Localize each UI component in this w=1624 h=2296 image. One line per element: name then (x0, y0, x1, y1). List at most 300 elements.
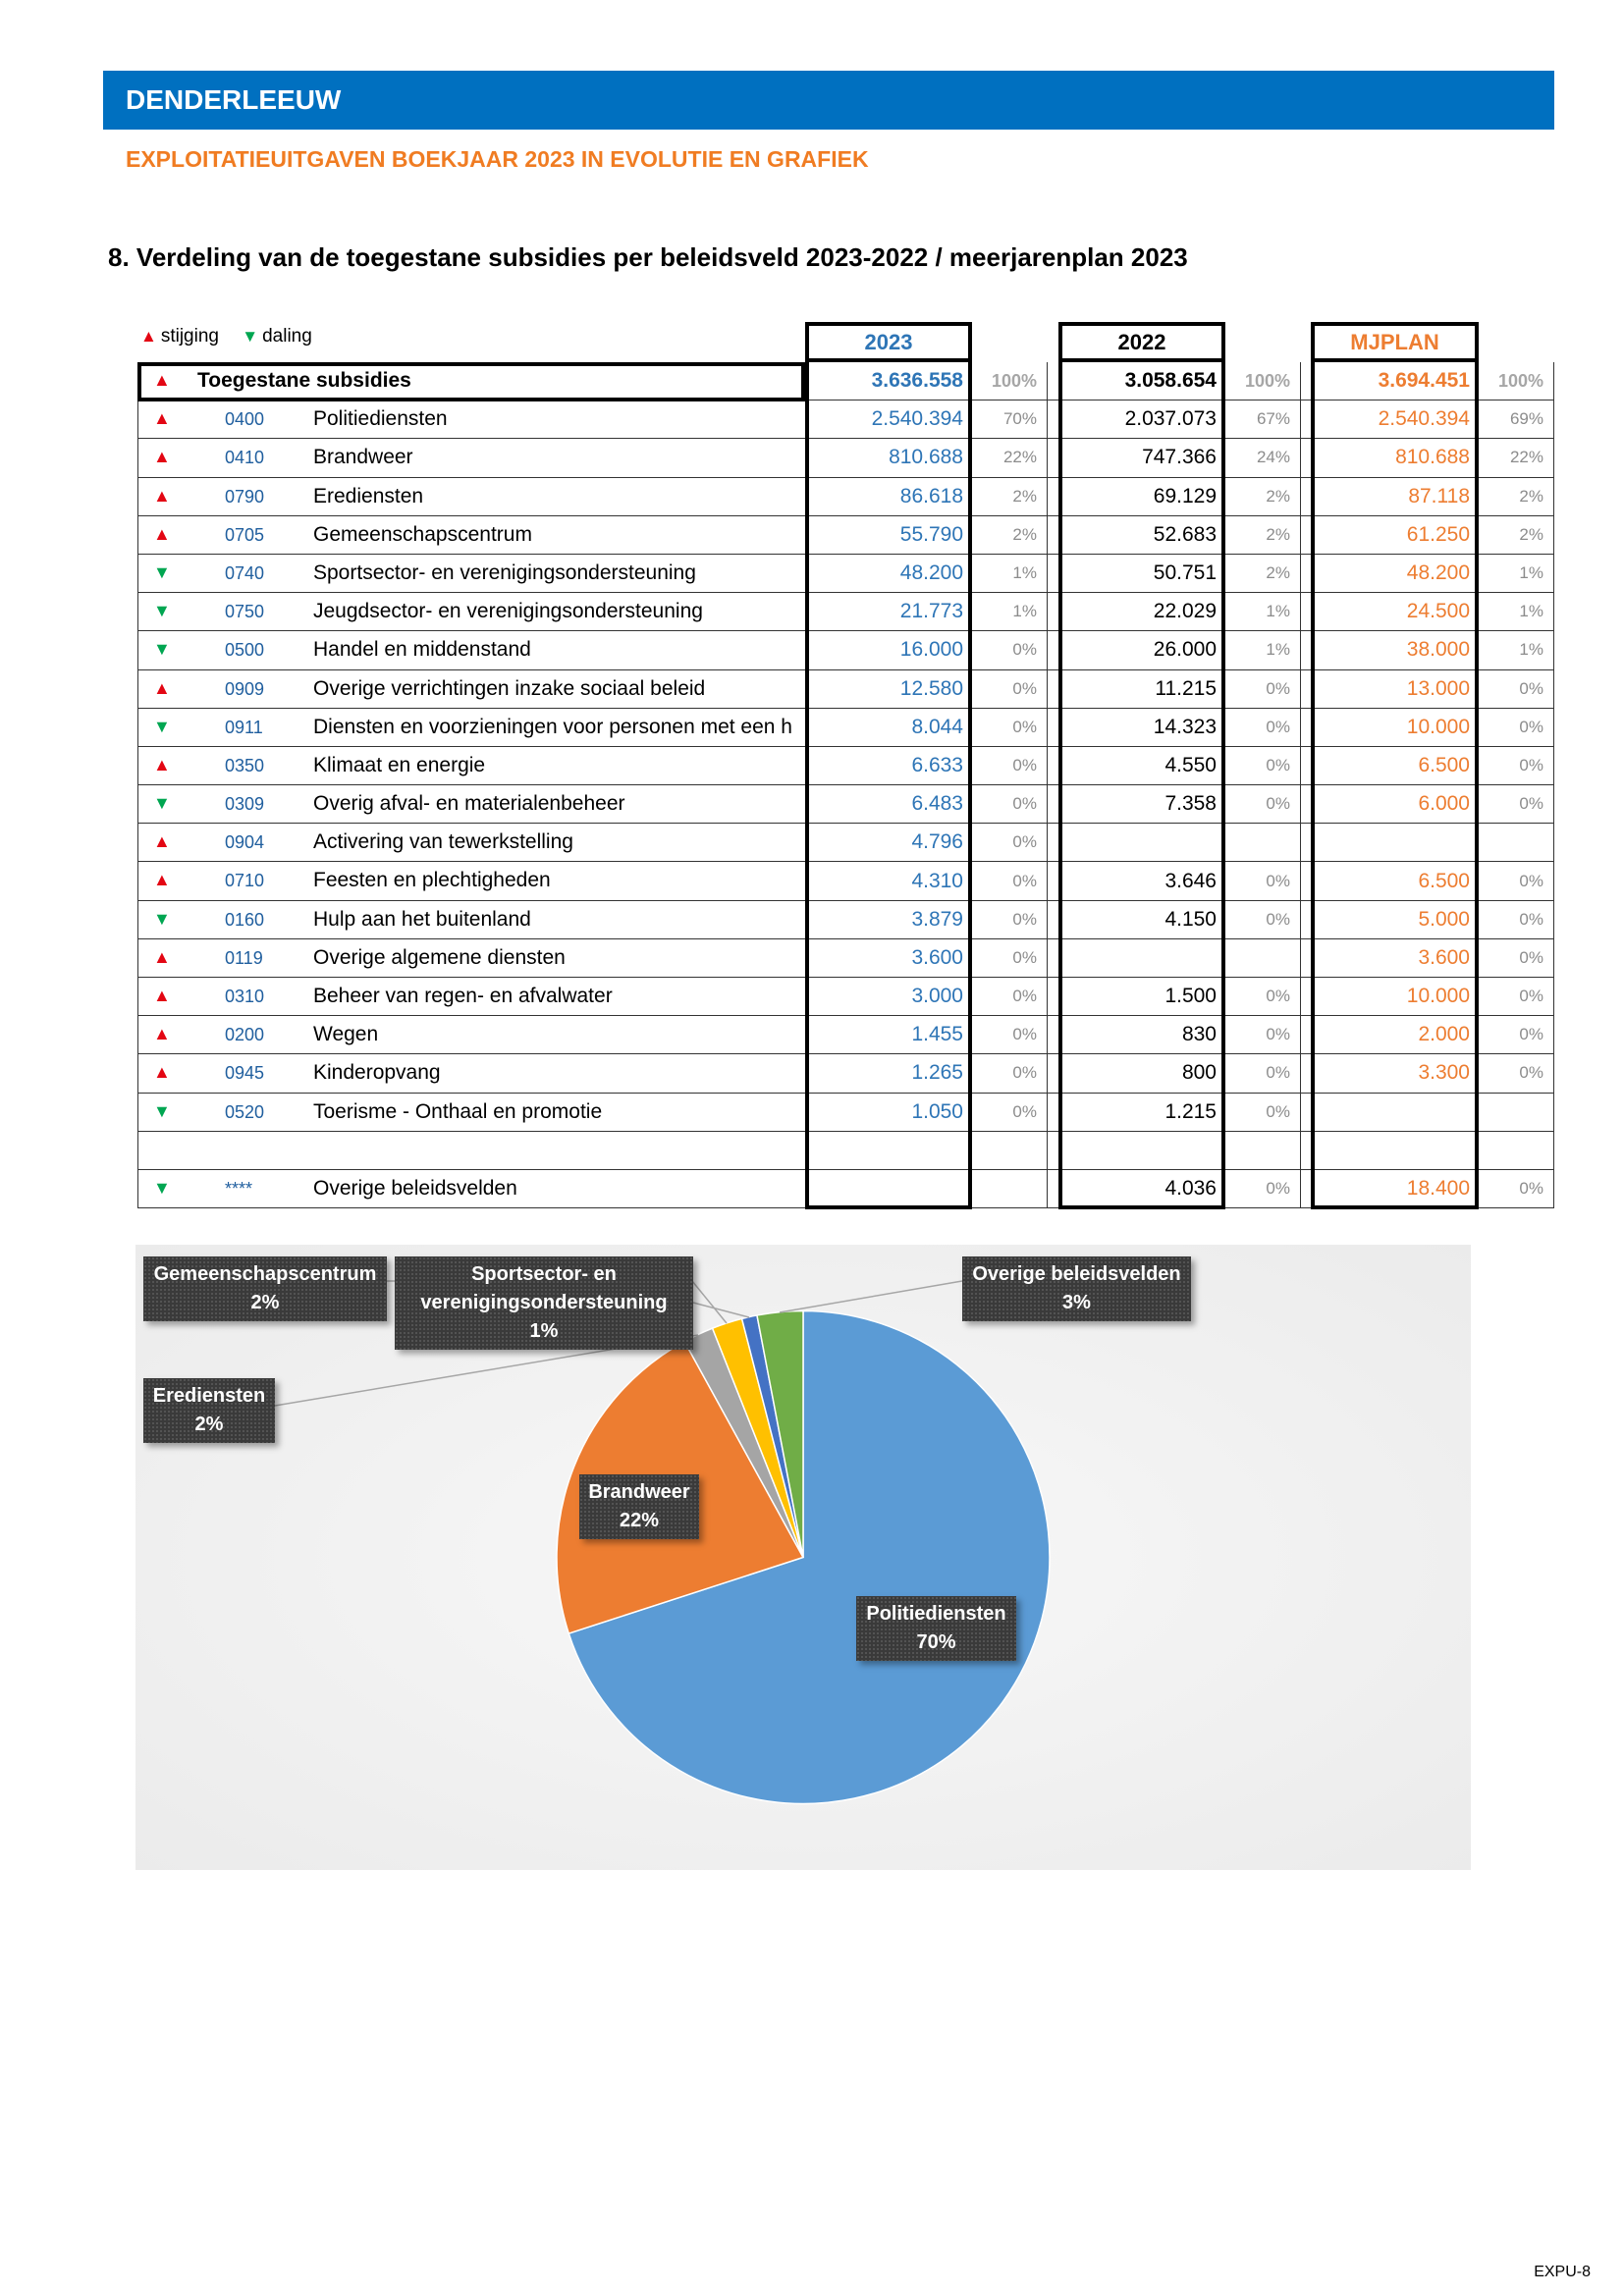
column-gap (1301, 1170, 1312, 1207)
share-2023: 70% (973, 400, 1048, 438)
share-2023: 0% (973, 862, 1048, 899)
amount-mjplan: 24.500 (1406, 600, 1470, 623)
triangle-up-icon: ▲ (153, 523, 171, 544)
column-header-mjplan: MJPLAN (1311, 322, 1479, 362)
triangle-down-icon: ▼ (153, 716, 171, 736)
amount-2022: 26.000 (1153, 638, 1217, 662)
table-row (138, 670, 1554, 709)
row-label-cell (138, 901, 806, 938)
amount-2023: 3.600 (911, 945, 963, 969)
column-gap (1301, 824, 1312, 861)
share-mjplan: 2% (1480, 516, 1554, 554)
amount-mjplan: 6.500 (1418, 869, 1470, 892)
amount-mjplan: 10.000 (1406, 715, 1470, 738)
budget-code: 0310 (225, 987, 265, 1006)
row-label-cell (138, 593, 806, 630)
share-2023: 0% (973, 709, 1048, 746)
column-gap (1048, 631, 1059, 668)
municipality-name: DENDERLEEUW (126, 84, 342, 115)
policy-field-name: Toerisme - Onthaal en promotie (313, 1099, 603, 1123)
policy-field-name: Overige beleidsvelden (313, 1176, 517, 1200)
amount-2022: 11.215 (1155, 676, 1217, 700)
data-label-value: 70% (916, 1631, 956, 1653)
table-row (138, 1132, 1554, 1170)
policy-field-name: Beheer van regen- en afvalwater (313, 985, 613, 1007)
share-mjplan (1480, 1094, 1554, 1131)
data-label-value: 2% (194, 1414, 224, 1435)
policy-field-name: Overige algemene diensten (313, 945, 566, 969)
amount-2023: 4.796 (911, 830, 963, 854)
amount-2023: 3.879 (911, 907, 963, 931)
row-label-cell (138, 1054, 806, 1092)
amount-2022: 52.683 (1153, 522, 1217, 546)
share-2023: 1% (973, 593, 1048, 630)
leader-line-sportsector (693, 1303, 749, 1317)
amount-mjplan: 2.540.394 (1378, 407, 1470, 431)
share-2022: 1% (1226, 631, 1301, 668)
column-gap (1048, 516, 1059, 554)
table-row (138, 862, 1554, 900)
budget-code: 0500 (225, 640, 265, 661)
share-mjplan: 1% (1480, 631, 1554, 668)
amount-2022: 3.058.654 (1124, 369, 1217, 393)
amount-2022: 830 (1181, 1023, 1217, 1046)
triangle-up-icon: ▲ (153, 986, 171, 1005)
share-2023: 0% (973, 785, 1048, 823)
column-gap (1301, 901, 1312, 938)
amount-mjplan: 38.000 (1406, 638, 1470, 662)
amount-2023: 6.633 (911, 753, 963, 776)
triangle-up-icon: ▲ (153, 447, 171, 467)
legend-decrease-label: daling (262, 326, 312, 347)
share-mjplan (1480, 1132, 1554, 1169)
share-2023 (973, 1170, 1048, 1207)
table-row (138, 555, 1554, 593)
column-gap (1301, 939, 1312, 977)
pie-chart-svg (135, 1245, 1471, 1870)
table-row (138, 1054, 1554, 1093)
share-2023: 0% (973, 978, 1048, 1015)
budget-code: 0705 (225, 524, 265, 545)
column-gap (1048, 862, 1059, 899)
column-gap (1048, 1054, 1059, 1092)
row-label-cell (138, 1170, 806, 1207)
table-row (138, 978, 1554, 1016)
column-gap (1301, 709, 1312, 746)
amount-2023: 1.455 (911, 1023, 963, 1046)
amount-mjplan: 2.000 (1418, 1023, 1470, 1046)
share-mjplan: 69% (1480, 400, 1554, 438)
triangle-down-icon: ▼ (153, 601, 171, 621)
amount-mjplan (1312, 1094, 1480, 1131)
share-mjplan: 0% (1480, 747, 1554, 784)
table-row (138, 824, 1554, 862)
triangle-up-icon: ▲ (153, 677, 171, 698)
column-gap (1301, 631, 1312, 668)
amount-2022: 3.646 (1164, 869, 1217, 892)
share-2023: 0% (973, 1054, 1048, 1092)
amount-mjplan: 3.300 (1418, 1061, 1470, 1085)
share-mjplan: 0% (1480, 1016, 1554, 1053)
column-gap (1301, 516, 1312, 554)
triangle-up-icon: ▲ (153, 1024, 171, 1044)
amount-2023: 1.050 (911, 1099, 963, 1123)
subsidies-table (137, 362, 1554, 1208)
column-gap (1301, 555, 1312, 592)
share-mjplan: 0% (1480, 862, 1554, 899)
column-gap (1048, 785, 1059, 823)
row-label-cell (138, 1094, 806, 1131)
budget-code: 0909 (225, 678, 265, 699)
leader-line-overige (780, 1281, 962, 1312)
amount-mjplan: 5.000 (1418, 907, 1470, 931)
data-label-value: 22% (619, 1510, 660, 1531)
column-gap (1048, 593, 1059, 630)
budget-code: 0200 (225, 1025, 265, 1045)
triangle-up-icon: ▲ (140, 327, 157, 346)
amount-2022: 4.036 (1164, 1177, 1217, 1201)
amount-2022 (1059, 1132, 1226, 1169)
amount-2022: 7.358 (1164, 792, 1217, 816)
amount-2023: 12.580 (899, 676, 963, 700)
data-label-value: 3% (1062, 1292, 1091, 1313)
share-2023: 0% (973, 901, 1048, 938)
policy-field-name: Klimaat en energie (313, 753, 486, 776)
total-row (138, 362, 1554, 400)
share-2022 (1226, 939, 1301, 977)
row-label-cell (138, 362, 806, 400)
share-2023: 0% (973, 670, 1048, 708)
policy-field-name: Wegen (313, 1023, 379, 1046)
table-row (138, 1094, 1554, 1132)
table-row (138, 400, 1554, 439)
header-bar (103, 71, 1554, 130)
amount-2023: 6.483 (911, 792, 963, 816)
budget-code: 0160 (225, 909, 265, 930)
amount-mjplan: 3.694.451 (1378, 369, 1470, 393)
column-gap (1301, 593, 1312, 630)
column-gap (1301, 1094, 1312, 1131)
policy-field-name: Brandweer (313, 446, 413, 469)
legend-increase-label: stijging (160, 326, 219, 347)
amount-mjplan (1312, 824, 1480, 861)
amount-2023: 810.688 (889, 446, 963, 469)
share-2022: 24% (1226, 439, 1301, 476)
share-2022: 0% (1226, 978, 1301, 1015)
share-2023: 1% (973, 555, 1048, 592)
policy-field-name: Overige verrichtingen inzake sociaal beleid (313, 676, 706, 700)
column-gap (1301, 862, 1312, 899)
triangle-down-icon: ▼ (153, 561, 171, 582)
share-2023: 0% (973, 747, 1048, 784)
amount-2023: 3.000 (911, 985, 963, 1008)
share-2022: 0% (1226, 785, 1301, 823)
triangle-up-icon: ▲ (153, 370, 171, 390)
data-label-name: Overige beleidsvelden (972, 1263, 1181, 1285)
amount-mjplan: 810.688 (1395, 446, 1470, 469)
amount-mjplan: 48.200 (1406, 561, 1470, 585)
amount-mjplan: 6.500 (1418, 753, 1470, 776)
column-gap (1301, 439, 1312, 476)
amount-2023: 8.044 (911, 715, 963, 738)
table-row (138, 1016, 1554, 1054)
column-gap (1048, 1016, 1059, 1053)
data-label-gemeenschapscentrum (143, 1256, 387, 1321)
column-gap (1301, 747, 1312, 784)
amount-mjplan: 10.000 (1406, 985, 1470, 1008)
row-label-cell (138, 631, 806, 668)
table-row (138, 785, 1554, 824)
share-mjplan: 0% (1480, 785, 1554, 823)
column-header-2022: 2022 (1058, 322, 1225, 362)
amount-2022: 1.500 (1164, 985, 1217, 1008)
amount-mjplan: 18.400 (1406, 1177, 1470, 1201)
row-label-cell (138, 978, 806, 1015)
share-2023: 2% (973, 478, 1048, 515)
section-title: 8. Verdeling van de toegestane subsidies per beleidsveld 2023-2022 / meerjarenplan 2023 (108, 242, 1188, 272)
data-label-erediensten (143, 1378, 275, 1443)
column-gap (1048, 901, 1059, 938)
budget-code: 0309 (225, 794, 265, 815)
table-row (138, 631, 1554, 669)
data-label-name: Politiediensten (866, 1603, 1006, 1625)
column-gap (1048, 555, 1059, 592)
policy-field-name: Feesten en plechtigheden (313, 869, 551, 892)
column-gap (1048, 478, 1059, 515)
column-gap (1048, 670, 1059, 708)
table-row (138, 478, 1554, 516)
amount-mjplan (1312, 1132, 1480, 1169)
row-label-cell (138, 862, 806, 899)
budget-code: 0750 (225, 602, 265, 622)
column-gap (1301, 1016, 1312, 1053)
amount-2023 (806, 1132, 973, 1169)
share-mjplan: 0% (1480, 670, 1554, 708)
amount-2022: 800 (1181, 1061, 1217, 1085)
budget-code: 0790 (225, 486, 265, 507)
row-label-cell (138, 939, 806, 977)
budget-code: 0400 (225, 409, 265, 430)
amount-mjplan: 87.118 (1408, 484, 1470, 507)
triangle-up-icon: ▲ (153, 946, 171, 967)
budget-code: 0945 (225, 1063, 265, 1084)
share-2022: 2% (1226, 478, 1301, 515)
policy-field-name: Kinderopvang (313, 1061, 441, 1085)
share-mjplan: 0% (1480, 978, 1554, 1015)
triangle-down-icon: ▼ (153, 1177, 171, 1198)
amount-2022: 69.129 (1153, 484, 1217, 507)
budget-code: 0740 (225, 562, 265, 583)
amount-2023: 3.636.558 (871, 369, 963, 393)
amount-2022 (1059, 824, 1226, 861)
table-row (138, 709, 1554, 747)
triangle-down-icon: ▼ (153, 1100, 171, 1121)
share-mjplan: 0% (1480, 1170, 1554, 1207)
policy-field-name: Jeugdsector- en verenigingsondersteuning (313, 600, 703, 623)
share-2022: 1% (1226, 593, 1301, 630)
amount-2022: 4.550 (1164, 753, 1217, 776)
share-2023 (973, 1132, 1048, 1169)
row-label-cell (138, 785, 806, 823)
amount-2022: 4.150 (1164, 907, 1217, 931)
row-label-cell (138, 709, 806, 746)
share-2022: 0% (1226, 1094, 1301, 1131)
amount-2022: 14.323 (1153, 715, 1217, 738)
table-row (138, 901, 1554, 939)
column-gap (1301, 362, 1312, 400)
amount-2023: 4.310 (911, 869, 963, 892)
table-row (138, 593, 1554, 631)
data-label-name: Sportsector- en verenigingsondersteuning (420, 1263, 668, 1313)
budget-code: 0119 (225, 947, 263, 968)
share-2022: 0% (1226, 1054, 1301, 1092)
triangle-down-icon: ▼ (153, 793, 171, 814)
share-2023: 0% (973, 824, 1048, 861)
policy-field-name: Gemeenschapscentrum (313, 522, 532, 546)
share-2023: 0% (973, 1094, 1048, 1131)
amount-mjplan: 6.000 (1418, 792, 1470, 816)
row-label-cell (138, 516, 806, 554)
policy-field-name: Politiediensten (313, 407, 448, 431)
amount-2022: 2.037.073 (1124, 407, 1217, 431)
data-label-sportsector (395, 1256, 693, 1350)
column-gap (1048, 400, 1059, 438)
data-label-value: 1% (529, 1320, 559, 1342)
share-2023: 2% (973, 516, 1048, 554)
amount-2023 (806, 1170, 973, 1207)
data-label-brandweer (579, 1474, 699, 1539)
triangle-up-icon: ▲ (153, 485, 171, 506)
table-row (138, 439, 1554, 477)
page-number: EXPU-8 (1534, 2264, 1591, 2280)
row-label-cell (138, 824, 806, 861)
trend-legend (140, 325, 312, 348)
amount-2022: 22.029 (1153, 600, 1217, 623)
triangle-up-icon: ▲ (153, 408, 171, 429)
data-label-politiediensten (856, 1596, 1016, 1661)
row-label-cell (138, 670, 806, 708)
column-header-2023: 2023 (805, 322, 972, 362)
row-label-cell (138, 747, 806, 784)
column-gap (1301, 978, 1312, 1015)
amount-2023: 2.540.394 (871, 407, 963, 431)
amount-mjplan: 13.000 (1406, 676, 1470, 700)
policy-field-name: Diensten en voorzieningen voor personen met een h (313, 715, 792, 738)
data-label-name: Brandweer (588, 1481, 690, 1503)
budget-code: 0520 (225, 1101, 265, 1122)
amount-mjplan: 61.250 (1406, 522, 1470, 546)
share-2022: 0% (1226, 670, 1301, 708)
column-gap (1301, 1054, 1312, 1092)
budget-code: 0904 (225, 832, 265, 853)
data-label-overige (962, 1256, 1191, 1321)
share-mjplan: 0% (1480, 1054, 1554, 1092)
amount-2022 (1059, 939, 1226, 977)
column-gap (1301, 1132, 1312, 1169)
share-2023: 100% (973, 362, 1048, 400)
share-mjplan: 0% (1480, 939, 1554, 977)
column-gap (1048, 1132, 1059, 1169)
amount-2022: 1.215 (1164, 1099, 1217, 1123)
share-2022 (1226, 1132, 1301, 1169)
triangle-up-icon: ▲ (153, 831, 171, 852)
share-mjplan: 1% (1480, 555, 1554, 592)
row-label-cell (138, 400, 806, 438)
triangle-down-icon: ▼ (242, 327, 259, 346)
budget-code: 0410 (225, 448, 265, 468)
column-gap (1048, 1170, 1059, 1207)
share-2022: 0% (1226, 709, 1301, 746)
share-2022: 100% (1226, 362, 1301, 400)
triangle-up-icon: ▲ (153, 754, 171, 774)
share-2023: 0% (973, 939, 1048, 977)
share-2022: 2% (1226, 555, 1301, 592)
table-row (138, 747, 1554, 785)
policy-field-name: Overig afval- en materialenbeheer (313, 792, 625, 816)
policy-field-name: Hulp aan het buitenland (313, 907, 531, 931)
amount-2023: 1.265 (911, 1061, 963, 1085)
data-label-name: Erediensten (152, 1385, 266, 1407)
triangle-up-icon: ▲ (153, 870, 171, 890)
row-label-cell (138, 1132, 806, 1169)
share-2022: 67% (1226, 400, 1301, 438)
policy-field-name: Activering van tewerkstelling (313, 830, 573, 854)
row-label-cell (138, 1016, 806, 1053)
policy-field-name: Handel en middenstand (313, 638, 531, 662)
column-gap (1048, 709, 1059, 746)
share-mjplan: 0% (1480, 709, 1554, 746)
amount-mjplan: 3.600 (1418, 945, 1470, 969)
amount-2023: 21.773 (899, 600, 963, 623)
share-mjplan: 1% (1480, 593, 1554, 630)
column-gap (1048, 747, 1059, 784)
triangle-up-icon: ▲ (153, 1062, 171, 1083)
share-mjplan: 100% (1480, 362, 1554, 400)
column-gap (1048, 978, 1059, 1015)
share-2023: 0% (973, 1016, 1048, 1053)
share-2022: 0% (1226, 862, 1301, 899)
budget-code: **** (225, 1178, 253, 1199)
column-gap (1048, 1094, 1059, 1131)
table-row (138, 1170, 1554, 1208)
share-2022: 2% (1226, 516, 1301, 554)
column-gap (1301, 670, 1312, 708)
column-gap (1301, 785, 1312, 823)
share-mjplan: 22% (1480, 439, 1554, 476)
pie-chart (135, 1245, 1471, 1870)
budget-code: 0911 (225, 717, 263, 737)
row-label-cell (138, 555, 806, 592)
share-2023: 22% (973, 439, 1048, 476)
policy-field-name: Erediensten (313, 484, 424, 507)
table-row (138, 939, 1554, 978)
column-gap (1048, 362, 1059, 400)
triangle-down-icon: ▼ (153, 908, 171, 929)
amount-2023: 86.618 (899, 484, 963, 507)
amount-2023: 16.000 (899, 638, 963, 662)
budget-code: 0710 (225, 871, 265, 891)
column-gap (1301, 478, 1312, 515)
data-label-name: Gemeenschapscentrum (153, 1263, 377, 1285)
amount-2023: 55.790 (899, 522, 963, 546)
data-label-value: 2% (250, 1292, 280, 1313)
share-2023: 0% (973, 631, 1048, 668)
amount-2023: 48.200 (899, 561, 963, 585)
amount-2022: 747.366 (1142, 446, 1217, 469)
column-gap (1048, 824, 1059, 861)
column-gap (1301, 400, 1312, 438)
row-label-cell (138, 478, 806, 515)
